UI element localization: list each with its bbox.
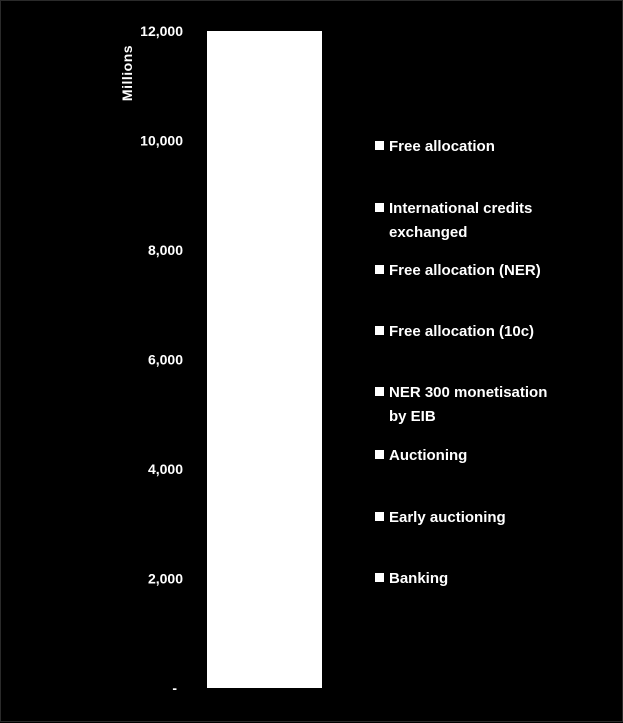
legend — [375, 138, 547, 587]
legend-entry-label: NER 300 monetisation by EIB — [389, 384, 548, 425]
y-tick-label: 2,000 — [147, 570, 183, 587]
y-axis-ticks — [140, 23, 183, 696]
legend-entry-label: Auctioning — [389, 447, 468, 464]
legend-marker — [375, 512, 384, 521]
legend-entry-label: Free allocation (10c) — [389, 323, 535, 340]
legend-marker — [375, 573, 384, 582]
legend-marker — [375, 141, 384, 150]
chart-canvas — [1, 1, 623, 723]
y-tick-label: 8,000 — [147, 242, 183, 258]
legend-entry-label: Free allocation (NER) — [389, 262, 541, 279]
stacked-bar-total — [207, 31, 322, 688]
y-tick-label: 12,000 — [140, 23, 183, 39]
legend-marker — [375, 387, 384, 396]
legend-entry-label: Early auctioning — [389, 509, 506, 526]
y-tick-label: 4,000 — [147, 461, 183, 477]
legend-marker — [375, 326, 384, 335]
legend-entry-label: International credits exchanged — [389, 200, 533, 241]
y-tick-label: 10,000 — [140, 132, 183, 149]
y-axis-label: Millions — [119, 44, 135, 102]
y-tick-label: - — [172, 680, 177, 696]
legend-entry-label: Free allocation — [389, 138, 495, 155]
y-tick-label: 6,000 — [147, 351, 183, 368]
legend-marker — [375, 203, 384, 212]
legend-marker — [375, 265, 384, 274]
legend-entry-label: Banking — [389, 570, 449, 587]
legend-marker — [375, 450, 384, 459]
bars — [207, 31, 322, 688]
